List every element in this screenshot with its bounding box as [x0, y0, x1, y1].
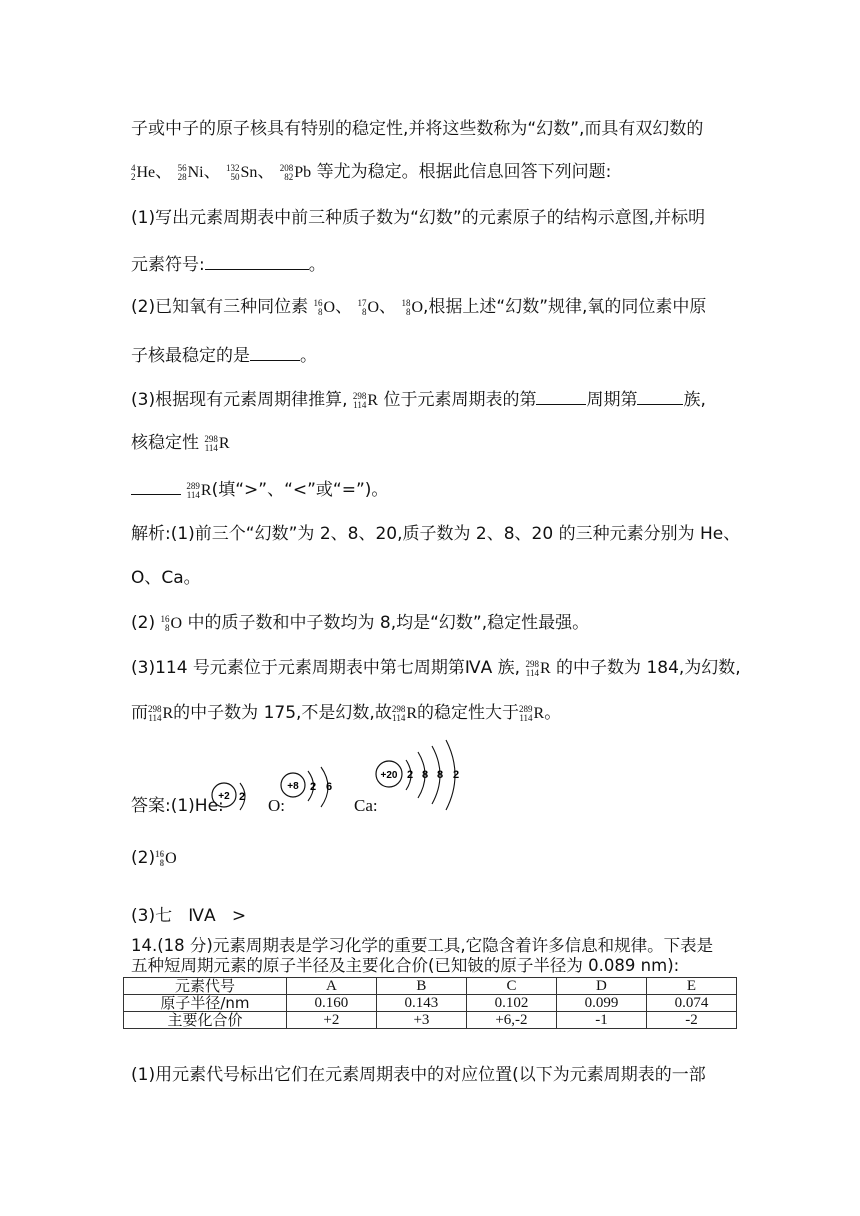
table-row — [124, 995, 737, 1012]
ca-shell-2: 8 — [421, 769, 429, 781]
analysis-line-2: O、Ca。 — [131, 568, 201, 588]
table-cell: +3 — [376, 1012, 466, 1029]
nuclide-r289: 289 114 R — [186, 481, 212, 501]
table-cell: 原子半径/nm — [124, 995, 287, 1012]
q3-line-3: 289 114 R(填“>”、“<”或“=”)。 — [131, 478, 388, 502]
q3-line-2: 核稳定性 298 114 R — [131, 433, 230, 454]
o-shell-2: 6 — [325, 781, 333, 793]
nuclide-pb: 208 82 Pb — [279, 163, 312, 183]
ca-nucleus-charge: +20 — [380, 770, 398, 781]
table-cell: -2 — [646, 1012, 736, 1029]
table-header-cell: A — [286, 978, 376, 995]
q14-line-2: 五种短周期元素的原子半径及主要化合价(已知铍的原子半径为 0.089 nm): — [131, 956, 680, 975]
table-header-cell: D — [556, 978, 646, 995]
table-cell: 0.143 — [376, 995, 466, 1012]
table-header-row — [124, 978, 737, 995]
q3-compare-blank[interactable] — [131, 478, 181, 495]
q2-answer-blank[interactable] — [250, 344, 300, 361]
q14-sub-1: (1)用元素代号标出它们在元素周期表中的对应位置(以下为元素周期表的一部 — [131, 1065, 706, 1085]
table-row — [124, 1012, 737, 1029]
nuclide-ni: 56 28 Ni — [177, 163, 204, 183]
q2-line-1: (2)已知氧有三种同位素 16 8 O、 17 8 O、 18 8 O,根据上述“幻数”规律,氧的同位素中原 — [131, 297, 707, 318]
nuclide-r298: 298 114 R — [352, 391, 379, 411]
q14-line-1: 14.(18 分)元素周期表是学习化学的重要工具,它隐含着许多信息和规律。下表是 — [131, 936, 714, 955]
q3-line-1: (3)根据现有元素周期律推算, 298 114 R 位于元素周期表的第 周期第 族, — [131, 390, 706, 411]
q3-period-blank[interactable] — [536, 388, 586, 405]
intro-line-2: 4 2 He、 56 28 Ni、 132 50 Sn、 208 82 Pb 等尤为稳定。根据此信息回答下列问题: — [131, 162, 612, 183]
q3-group-blank[interactable] — [637, 388, 683, 405]
nuclide-r289-b: 289 114 R — [519, 704, 545, 724]
table-header-cell: 元素代号 — [124, 978, 287, 995]
isotope-o18: 18 8 O — [401, 298, 423, 318]
nuclide-r298-b: 298 114 R — [204, 434, 230, 454]
nuclide-sn: 132 50 Sn — [225, 163, 258, 183]
analysis-line-3: (2) 16 8 O 中的质子数和中子数均为 8,均是“幻数”,稳定性最强。 — [131, 613, 590, 634]
table-cell: 0.074 — [646, 995, 736, 1012]
table-header-cell: C — [466, 978, 556, 995]
o-shell-1: 2 — [309, 781, 317, 793]
ca-shell-3: 8 — [436, 769, 444, 781]
table-cell: 主要化合价 — [124, 1012, 287, 1029]
he-nucleus-charge: +2 — [218, 791, 230, 802]
analysis-line-1: 解析:(1)前三个“幻数”为 2、8、20,质子数为 2、8、20 的三种元素分别为 He、 — [131, 524, 741, 544]
nuclide-r298-c: 298 114 R — [525, 659, 551, 679]
ca-shell-4: 2 — [452, 769, 460, 781]
table-cell: 0.099 — [556, 995, 646, 1012]
isotope-o17: 17 8 O — [357, 298, 380, 318]
nuclide-r298-e: 298 114 R — [391, 704, 418, 724]
table-header-cell: B — [376, 978, 466, 995]
element-data-table — [123, 977, 737, 1029]
isotope-o16: 16 8 O — [313, 298, 336, 318]
answer-2: (2) 16 8 O — [131, 848, 177, 869]
table-cell: 0.160 — [286, 995, 376, 1012]
ca-atom-diagram — [374, 740, 474, 812]
q1-answer-blank[interactable] — [205, 253, 309, 270]
he-shell-1: 2 — [238, 791, 246, 803]
q1-line-2: 元素符号: 。 — [131, 255, 326, 275]
isotope-o16-analysis: 16 8 O — [160, 614, 183, 634]
table-cell: +2 — [286, 1012, 376, 1029]
o-atom-diagram — [278, 767, 348, 813]
table-header-cell: E — [646, 978, 736, 995]
nuclide-r298-d: 298 114 R — [148, 704, 174, 724]
answer-3: (3)七 ⅣA > — [131, 906, 247, 926]
answer-isotope-o16: 16 8 O — [155, 849, 177, 869]
answer-label: 答案:(1)He: — [131, 796, 224, 816]
analysis-line-5: 而 298 114 R的中子数为 175,不是幻数,故 298 114 R的稳定性大于 289 114 R。 — [131, 703, 562, 724]
nuclide-he: 4 2 He — [131, 163, 156, 183]
he-atom-diagram — [208, 780, 258, 820]
ca-shell-1: 2 — [406, 769, 414, 781]
intro-line-1: 子或中子的原子核具有特别的稳定性,并将这些数称为“幻数”,而具有双幻数的 — [131, 119, 704, 139]
answer-o-label: O: — [268, 796, 285, 815]
table-cell: 0.102 — [466, 995, 556, 1012]
analysis-line-4: (3)114 号元素位于元素周期表中第七周期第ⅣA 族, 298 114 R 的中子数为 184,为幻数, — [131, 658, 741, 679]
o-nucleus-charge: +8 — [287, 781, 299, 792]
table-cell: +6,-2 — [466, 1012, 556, 1029]
table-cell: -1 — [556, 1012, 646, 1029]
q1-line-1: (1)写出元素周期表中前三种质子数为“幻数”的元素原子的结构示意图,并标明 — [131, 208, 706, 228]
q2-line-2: 子核最稳定的是 。 — [131, 346, 317, 366]
answer-ca-label: Ca: — [354, 796, 378, 815]
